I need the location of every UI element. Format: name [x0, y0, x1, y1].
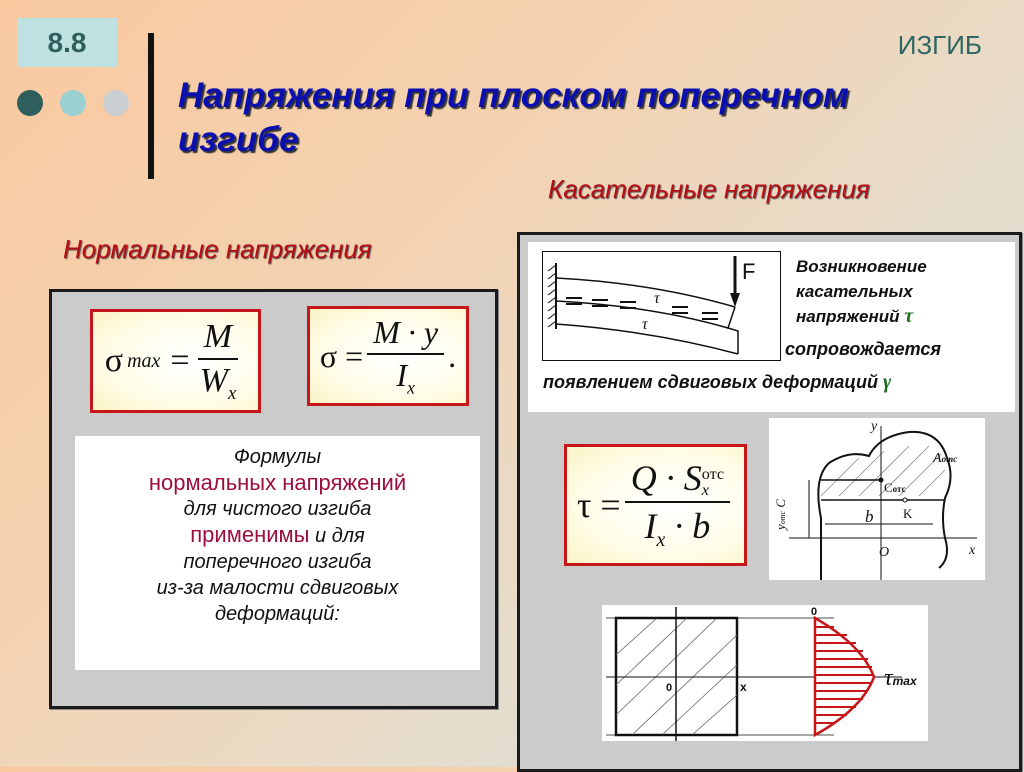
shear-distribution-figure	[602, 605, 928, 741]
svg-text:y: y	[871, 419, 878, 434]
shear-stress-panel	[517, 232, 1022, 772]
svg-text:τmax: τmax	[884, 665, 917, 691]
slide-number-badge: 8.8	[17, 18, 117, 67]
fraction: Q · S отс x $I_x \cdot b$	[625, 457, 730, 552]
gamma-symbol: γ	[883, 371, 892, 393]
page-title	[178, 74, 849, 162]
svg-text:Cотс: Cотс	[884, 480, 906, 495]
formula-tau: τ = Q · S отс x $I_x \cdot b$	[564, 444, 747, 566]
section-tag: ИЗГИБ	[897, 30, 982, 60]
svg-text:yотс C: yотс C	[773, 498, 788, 530]
svg-text:O: O	[879, 545, 890, 560]
fraction: $\frac{M}{W_x}$	[199, 317, 237, 404]
svg-text:0: 0	[666, 682, 673, 694]
shear-heading: Касательные напряжения	[548, 174, 870, 204]
dot-light-icon	[103, 90, 129, 116]
shear-description-last-line: появлением сдвиговых деформаций γ	[543, 371, 892, 393]
svg-text:b: b	[865, 507, 874, 526]
fraction: $\frac{M \cdot y}{I_x}$	[367, 314, 444, 398]
normal-stress-note: Формулы нормальных напряжений для чистого изгиба применимы и для поперечного изгиба из-за малости сдвиговых деформаций:	[75, 436, 480, 670]
formula-sigma-general: σ = $\frac{M \cdot y}{I_x}$ .	[307, 306, 469, 406]
header-divider	[148, 33, 154, 179]
svg-text:τ: τ	[642, 316, 648, 333]
svg-text:τ: τ	[654, 290, 660, 307]
dot-dark-icon	[17, 90, 43, 116]
svg-text:x: x	[969, 543, 976, 558]
svg-text:K: K	[903, 506, 913, 521]
formula-sigma-max: σ max = $\frac{M}{W_x}$	[90, 309, 261, 413]
cross-section-figure	[769, 418, 985, 580]
dot-mid-icon	[60, 90, 86, 116]
shear-description-box: F τ τ Возникновение касательных напряжений τ сопровождается появлением сдвиговых деформаций γ	[528, 242, 1015, 412]
force-label: F	[742, 259, 756, 284]
cantilever-beam-figure	[542, 251, 782, 361]
svg-text:Aотс: Aотс	[933, 451, 958, 466]
title-line-2: изгибе	[178, 120, 299, 159]
title-line-1: Напряжения при плоском поперечном	[178, 76, 849, 115]
svg-text:x: x	[740, 680, 747, 694]
normal-stress-panel	[49, 289, 498, 709]
svg-text:0: 0	[811, 606, 818, 618]
normal-heading: Нормальные напряжения	[63, 234, 372, 264]
shear-description-text: Возникновение касательных напряжений τ	[796, 257, 927, 327]
tau-symbol: τ	[904, 305, 914, 327]
sigma-symbol: σ	[104, 342, 124, 379]
